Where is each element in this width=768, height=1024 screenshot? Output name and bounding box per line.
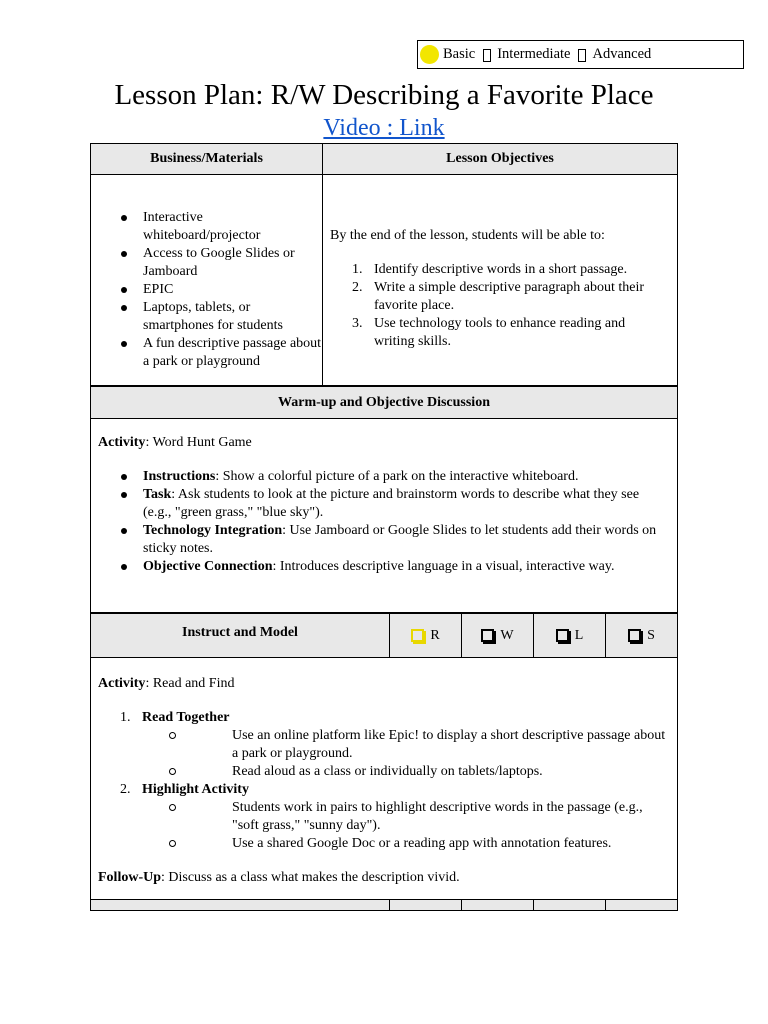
materials-cell <box>91 175 322 385</box>
item-text: : Introduces descriptive language in a visual, interactive way. <box>272 559 615 574</box>
warmup-header-row <box>91 387 677 419</box>
item-text: : Use Jamboard or Google Slides to let students add their words on sticky notes. <box>143 523 657 556</box>
level-advanced: Advanced <box>592 46 652 62</box>
empty-cell <box>533 900 605 910</box>
list-number: 3. <box>352 316 363 331</box>
skill-label: W <box>500 627 514 643</box>
list-item <box>330 279 669 315</box>
warmup-activity <box>98 434 667 452</box>
objectives-header: Lesson Objectives <box>322 144 677 174</box>
activity-label: Activity <box>98 435 146 450</box>
list-item <box>98 709 667 781</box>
checkbox-placeholder-icon <box>578 49 586 62</box>
list-item <box>98 781 667 853</box>
list-item <box>143 558 667 576</box>
video-link[interactable]: Video : Link <box>323 115 445 141</box>
list-number: 1. <box>120 710 131 725</box>
list-item: A fun descriptive passage about a park or playground <box>143 336 322 369</box>
followup-label: Follow-Up <box>98 870 161 885</box>
list-item <box>143 468 667 486</box>
list-number: 1. <box>352 262 363 277</box>
list-item <box>143 522 667 558</box>
item-label: Instructions <box>143 469 216 484</box>
instruct-row <box>91 658 677 900</box>
list-item <box>330 261 669 279</box>
skill-label: L <box>574 627 584 643</box>
followup-text: : Discuss as a class what makes the description vivid. <box>161 870 460 885</box>
list-item: Access to Google Slides or Jamboard <box>143 245 322 281</box>
objectives-cell <box>322 175 677 385</box>
warmup-row <box>91 419 677 614</box>
empty-cell <box>461 900 533 910</box>
lesson-table <box>90 143 678 911</box>
skill-label: R <box>430 627 440 643</box>
list-item <box>143 486 667 522</box>
skill-s[interactable] <box>605 614 677 657</box>
instruct-header-row <box>91 614 677 658</box>
item-label: Objective Connection <box>143 559 273 574</box>
objectives-intro: By the end of the lesson, students will be able to: <box>330 228 605 243</box>
materials-list <box>91 209 322 371</box>
list-item: Students work in pairs to highlight descriptive words in the passage (e.g., "soft grass," "sunny day"). <box>188 799 667 835</box>
item-label: Task <box>143 487 172 502</box>
step-title: Highlight Activity <box>142 782 249 797</box>
next-section-row <box>91 900 677 910</box>
list-item: Interactive whiteboard/projector <box>143 209 322 245</box>
activity-text: : Read and Find <box>145 676 235 691</box>
item-text: : Show a colorful picture of a park on the interactive whiteboard. <box>215 469 579 484</box>
activity-text: : Word Hunt Game <box>145 435 252 450</box>
skill-r[interactable] <box>389 614 461 657</box>
checkbox-icon <box>628 629 641 642</box>
page-title: Lesson Plan: R/W Describing a Favorite Place <box>114 79 654 111</box>
warmup-header: Warm-up and Objective Discussion <box>91 387 677 418</box>
objective-text: Use technology tools to enhance reading and writing skills. <box>374 316 626 349</box>
item-text: : Ask students to look at the picture and brainstorm words to describe what they see (e.g., "green grass," "blue sky"). <box>143 487 640 520</box>
level-indicator <box>417 40 744 69</box>
followup <box>98 869 667 887</box>
empty-cell <box>389 900 461 910</box>
list-item: Laptops, tablets, or smartphones for students <box>143 299 322 335</box>
skill-w[interactable] <box>461 614 533 657</box>
item-label: Technology Integration <box>143 523 283 538</box>
checkbox-placeholder-icon <box>483 49 491 62</box>
warmup-list <box>98 468 667 576</box>
objective-text: Identify descriptive words in a short passage. <box>374 262 628 277</box>
sub-list <box>142 799 667 853</box>
empty-cell <box>91 900 389 910</box>
list-item: Use a shared Google Doc or a reading app with annotation features. <box>188 835 667 853</box>
skill-l[interactable] <box>533 614 605 657</box>
warmup-cell <box>91 419 677 612</box>
instruct-steps <box>98 709 667 853</box>
sub-list <box>142 727 667 781</box>
level-intermediate: Intermediate <box>497 46 571 62</box>
instruct-cell <box>91 658 677 899</box>
list-item <box>330 315 669 351</box>
materials-header: Business/Materials <box>91 144 322 174</box>
checkbox-icon <box>481 629 494 642</box>
materials-objectives-row <box>91 175 677 387</box>
checkbox-icon <box>411 629 424 642</box>
instruct-activity <box>98 675 667 693</box>
objectives-list <box>330 261 669 351</box>
selected-level-dot-icon <box>420 45 439 64</box>
list-item: Read aloud as a class or individually on tablets/laptops. <box>188 763 667 781</box>
list-number: 2. <box>352 280 363 295</box>
instruct-header: Instruct and Model <box>91 614 389 657</box>
level-basic: Basic <box>443 46 476 62</box>
list-number: 2. <box>120 782 131 797</box>
list-item: EPIC <box>143 281 322 299</box>
list-item: Use an online platform like Epic! to display a short descriptive passage about a park or playground. <box>188 727 667 763</box>
objective-text: Write a simple descriptive paragraph about their favorite place. <box>374 280 644 313</box>
materials-objectives-header-row <box>91 144 677 175</box>
checkbox-icon <box>556 629 569 642</box>
activity-label: Activity <box>98 676 146 691</box>
skill-label: S <box>647 627 655 643</box>
empty-cell <box>605 900 677 910</box>
step-title: Read Together <box>142 710 230 725</box>
